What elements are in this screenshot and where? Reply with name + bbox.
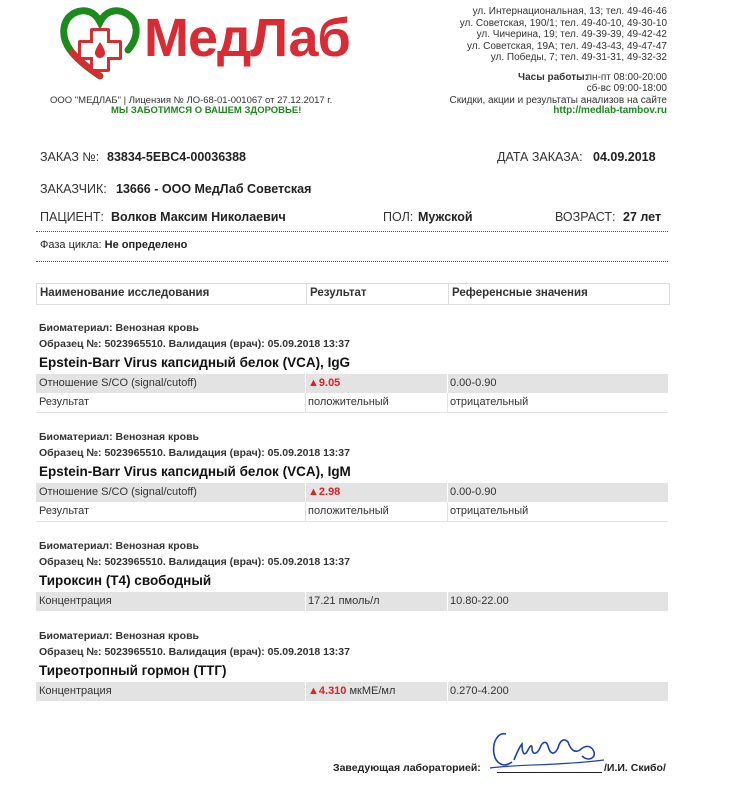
sample-info: Образец №: 5023965510. Валидация (врач): 05.09.2018 13:37 bbox=[39, 556, 350, 568]
order-date-label: ДАТА ЗАКАЗА: bbox=[497, 150, 583, 164]
cycle-phase bbox=[40, 239, 187, 251]
age-label: ВОЗРАСТ: bbox=[555, 210, 616, 224]
lab-head-name: /И.И. Скибо/ bbox=[604, 762, 666, 774]
medlab-logo-icon bbox=[60, 6, 140, 82]
customer-label: ЗАКАЗЧИК: bbox=[40, 182, 107, 196]
table-row bbox=[36, 483, 668, 502]
lab-head-label: Заведующая лабораторией: bbox=[333, 762, 481, 774]
brand-name: МедЛаб bbox=[144, 8, 350, 68]
table-row bbox=[36, 592, 668, 611]
patient-name: Волков Максим Николаевич bbox=[111, 210, 286, 224]
divider bbox=[36, 231, 668, 232]
sample-info: Образец №: 5023965510. Валидация (врач): 05.09.2018 13:37 bbox=[39, 338, 350, 350]
result-value: положительный bbox=[308, 396, 389, 408]
biomaterial: Биоматериал: Венозная кровь bbox=[39, 540, 199, 552]
customer-value: 13666 - ООО МедЛаб Советская bbox=[116, 182, 312, 196]
results-table-header bbox=[36, 283, 670, 305]
address-line: ул. Советская, 190/1; тел. 49-40-10, 49-30-10 bbox=[459, 17, 667, 29]
parameter-name: Результат bbox=[39, 505, 90, 517]
biomaterial: Биоматериал: Венозная кровь bbox=[39, 630, 199, 642]
test-name: Тиреотропный гормон (ТТГ) bbox=[39, 663, 227, 678]
reference-range: отрицательный bbox=[450, 505, 529, 517]
reference-range: 0.00-0.90 bbox=[450, 377, 497, 389]
column-header-name: Наименование исследования bbox=[40, 287, 210, 299]
result-value: ▲4.310 мкМЕ/мл bbox=[308, 685, 396, 697]
biomaterial: Биоматериал: Венозная кровь bbox=[39, 322, 199, 334]
flag-up-icon: ▲ bbox=[308, 377, 319, 389]
reference-range: 10.80-22.00 bbox=[450, 595, 509, 607]
parameter-name: Результат bbox=[39, 396, 90, 408]
address-line: ул. Чичерина, 19; тел. 49-39-39, 49-42-42 bbox=[476, 29, 667, 41]
address-line: ул. Интернациональная, 13; тел. 49-46-46 bbox=[472, 6, 667, 17]
result-value: 17.21 пмоль/л bbox=[308, 595, 380, 607]
test-name: Epstein-Barr Virus капсидный белок (VCA), IgG bbox=[39, 355, 351, 370]
parameter-name: Концентрация bbox=[39, 595, 112, 607]
result-value: ▲2.98 bbox=[308, 486, 341, 498]
table-row bbox=[36, 502, 668, 522]
promo-text: Скидки, акции и результаты анализов на сайте bbox=[449, 95, 667, 106]
order-date: 04.09.2018 bbox=[593, 150, 656, 164]
flag-up-icon: ▲ bbox=[308, 685, 319, 697]
cycle-phase-label: Фаза цикла: bbox=[40, 239, 102, 251]
hours-label: Часы работы: bbox=[518, 72, 588, 83]
parameter-name: Концентрация bbox=[39, 685, 112, 697]
flag-up-icon: ▲ bbox=[308, 486, 319, 498]
result-value: ▲9.05 bbox=[308, 377, 341, 389]
test-name: Тироксин (Т4) свободный bbox=[39, 573, 212, 588]
age-value: 27 лет bbox=[623, 210, 662, 224]
parameter-name: Отношение S/CO (signal/cutoff) bbox=[39, 377, 197, 389]
sex-label: ПОЛ: bbox=[383, 210, 414, 224]
parameter-name: Отношение S/CO (signal/cutoff) bbox=[39, 486, 197, 498]
sample-info: Образец №: 5023965510. Валидация (врач): 05.09.2018 13:37 bbox=[39, 447, 350, 459]
test-name: Epstein-Barr Virus капсидный белок (VCA), IgM bbox=[39, 464, 351, 479]
sex-value: Мужской bbox=[418, 210, 473, 224]
company-license: ООО "МЕДЛАБ" | Лицензия № ЛО-68-01-001067 от 27.12.2017 г. bbox=[50, 95, 333, 106]
order-number-label: ЗАКАЗ №: bbox=[40, 150, 100, 164]
hours-weekend: сб-вс 09:00-18:00 bbox=[586, 83, 667, 94]
sample-info: Образец №: 5023965510. Валидация (врач): 05.09.2018 13:37 bbox=[39, 646, 350, 658]
address-list bbox=[460, 6, 667, 64]
hours-weekdays: пн-пт 08:00-20:00 bbox=[586, 72, 667, 83]
biomaterial: Биоматериал: Венозная кровь bbox=[39, 431, 199, 443]
signature-image bbox=[488, 720, 606, 778]
table-row bbox=[36, 682, 668, 701]
table-row bbox=[36, 374, 668, 393]
column-header-result: Результат bbox=[310, 287, 367, 299]
reference-range: отрицательный bbox=[450, 396, 529, 408]
signature-line bbox=[497, 772, 602, 773]
patient-label: ПАЦИЕНТ: bbox=[40, 210, 105, 224]
table-row bbox=[36, 393, 668, 413]
result-unit: мкМЕ/мл bbox=[349, 685, 396, 697]
address-line: ул. Победы, 7; тел. 49-31-31, 49-32-32 bbox=[490, 52, 667, 64]
cycle-phase-value: Не определено bbox=[104, 239, 188, 251]
slogan: МЫ ЗАБОТИМСЯ О ВАШЕМ ЗДОРОВЬЕ! bbox=[111, 105, 302, 116]
divider bbox=[36, 261, 668, 262]
reference-range: 0.270-4.200 bbox=[450, 685, 509, 697]
website-link[interactable]: http://medlab-tambov.ru bbox=[553, 105, 667, 116]
reference-range: 0.00-0.90 bbox=[450, 486, 497, 498]
column-header-reference: Референсные значения bbox=[452, 287, 588, 299]
order-number: 83834-5EBC4-00036388 bbox=[107, 150, 246, 164]
address-line: ул. Советская, 19А; тел. 49-43-43, 49-47-47 bbox=[466, 40, 667, 52]
result-value: положительный bbox=[308, 505, 389, 517]
